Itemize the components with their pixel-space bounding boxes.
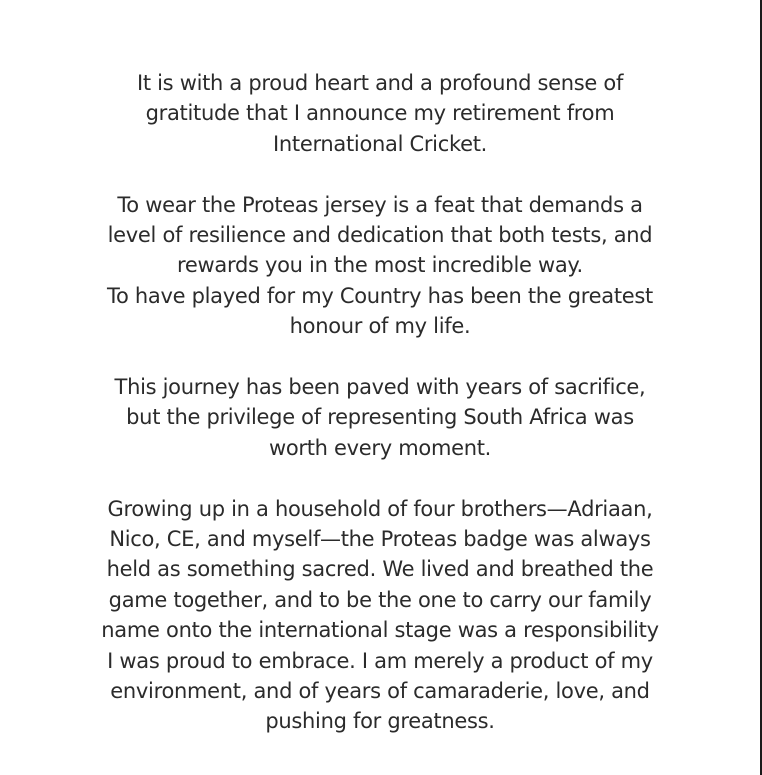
statement-line: game together, and to be the one to carry our family [108, 587, 652, 612]
statement-line: This journey has been paved with years of sacrifice, [114, 375, 646, 400]
statement-line: rewards you in the most incredible way. [177, 253, 583, 278]
statement-line: name onto the international stage was a responsibility [101, 618, 659, 643]
statement-line: worth every moment. [268, 435, 492, 460]
statement-line: honour of my life. [289, 314, 471, 339]
statement-line: gratitude that I announce my retirement from [145, 101, 615, 126]
statement-line: level of resilience and dedication that both tests, and [107, 223, 653, 248]
statement-line: To have played for my Country has been the greatest [107, 283, 653, 308]
statement-line: but the privilege of representing South Africa was [126, 405, 634, 430]
statement-line: Nico, CE, and myself—the Proteas badge was always [109, 527, 651, 552]
statement-line: To wear the Proteas jersey is a feat that demands a [117, 192, 643, 217]
statement-line: It is with a proud heart and a profound sense of [136, 71, 624, 95]
statement-line: environment, and of years of camaraderie, love, and [110, 679, 650, 704]
statement-paragraph-proteas-jersey [70, 190, 690, 342]
statement-line: International Cricket. [272, 131, 488, 156]
statement-line: Growing up in a household of four brothers—Adriaan, [107, 496, 653, 521]
statement-line: I was proud to embrace. I am merely a product of my [107, 648, 653, 673]
statement-paragraph-journey [70, 372, 690, 463]
retirement-statement [70, 68, 690, 737]
statement-paragraph-family [70, 494, 690, 737]
statement-paragraph-announcement [70, 68, 690, 159]
statement-line: held as something sacred. We lived and breathed the [106, 557, 654, 582]
statement-line: pushing for greatness. [265, 709, 495, 734]
